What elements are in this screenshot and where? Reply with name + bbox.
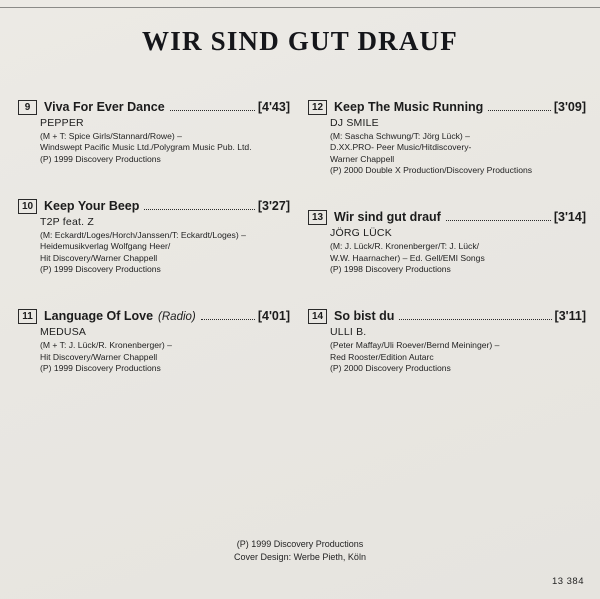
track-duration: [3'09]	[553, 100, 586, 114]
credit-line: (M: Eckardt/Loges/Horch/Janssen/T: Eckardt/Loges) –	[40, 230, 246, 241]
track-title-line	[334, 210, 586, 224]
catalog-number: 13 384	[551, 576, 584, 587]
track-artist: T2P feat. Z	[40, 216, 94, 229]
track-credits	[40, 340, 290, 374]
credit-line: D.XX.PRO- Peer Music/Hitdiscovery-	[330, 142, 472, 153]
tracklist-left-column	[0, 100, 300, 408]
credit-line: Warner Chappell	[330, 153, 395, 164]
track-artist: ULLI B.	[330, 326, 367, 339]
track-header	[18, 199, 290, 215]
credit-line: Heidemusikverlag Wolfgang Heer/	[40, 241, 171, 252]
credit-line: (Peter Maffay/Uli Roever/Bernd Meininger) –	[330, 340, 500, 351]
track-number: 12	[308, 100, 327, 115]
credit-line: (P) 1999 Discovery Productions	[40, 363, 161, 374]
track-artist: DJ SMILE	[330, 117, 379, 129]
track-title: Keep The Music Running	[334, 100, 484, 114]
leader-dots	[399, 310, 551, 320]
credit-line: (P) 1999 Discovery Productions	[40, 153, 161, 164]
track-title: So bist du	[334, 309, 395, 324]
tracklist-columns	[0, 100, 600, 408]
track-entry	[308, 309, 586, 374]
track-number: 14	[308, 309, 327, 324]
track-credits	[40, 131, 290, 165]
track-title-line	[44, 100, 290, 114]
track-entry	[308, 100, 586, 176]
leader-dots	[201, 310, 255, 320]
track-duration: [3'11]	[554, 309, 586, 324]
credit-line: (M + T: Spice Girls/Stannard/Rowe) –	[40, 131, 182, 141]
tracklist-right-column	[300, 100, 600, 408]
track-number: 13	[308, 210, 327, 225]
leader-dots	[488, 101, 551, 111]
footer-cover-design: Cover Design: Werbe Pieth, Köln	[234, 552, 366, 563]
track-number: 9	[18, 100, 37, 115]
credit-line: Red Rooster/Edition Autarc	[330, 351, 434, 362]
track-entry	[18, 309, 290, 374]
track-title: Viva For Ever Dance	[44, 100, 165, 114]
track-number: 10	[18, 199, 37, 214]
track-header	[18, 309, 290, 325]
footer	[0, 538, 600, 564]
track-credits	[330, 340, 586, 374]
track-header	[308, 309, 586, 325]
credit-line: (M: Sascha Schwung/T: Jörg Lück) –	[330, 131, 470, 141]
track-credits	[330, 131, 586, 176]
track-duration: [3'14]	[553, 210, 586, 225]
track-credits	[330, 241, 586, 275]
track-entry	[18, 199, 290, 275]
track-title: Wir sind gut drauf	[334, 210, 441, 225]
track-title: Keep Your Beep	[44, 199, 140, 214]
credit-line: (P) 1998 Discovery Productions	[330, 264, 451, 275]
credit-line: (P) 1999 Discovery Productions	[40, 264, 161, 275]
track-duration: [3'27]	[257, 199, 290, 214]
track-header	[308, 100, 586, 116]
track-title-line	[44, 309, 290, 323]
credit-line: W.W. Haarnacher) – Ed. Gell/EMI Songs	[330, 252, 485, 263]
track-entry	[18, 100, 290, 165]
leader-dots	[446, 211, 551, 221]
credit-line: (P) 2000 Double X Production/Discovery Productions	[330, 165, 533, 176]
credit-line: (M: J. Lück/R. Kronenberger/T: J. Lück/	[330, 241, 480, 252]
track-duration: [4'01]	[257, 309, 290, 324]
track-artist: MEDUSA	[40, 326, 87, 339]
top-divider	[0, 7, 600, 8]
track-title: Language Of Love	[44, 309, 154, 324]
track-number: 11	[18, 309, 37, 324]
credit-line: (P) 2000 Discovery Productions	[330, 363, 451, 374]
leader-dots	[170, 101, 255, 111]
footer-copyright: (P) 1999 Discovery Productions	[236, 539, 364, 549]
track-header	[308, 210, 586, 226]
track-artist: PEPPER	[40, 117, 84, 129]
track-subtitle: (Radio)	[158, 311, 196, 324]
credit-line: Windswept Pacific Music Ltd./Polygram Music Pub. Ltd.	[40, 142, 252, 153]
credit-line: (M + T: J. Lück/R. Kronenberger) –	[40, 340, 172, 351]
track-entry	[308, 210, 586, 275]
track-credits	[40, 230, 290, 275]
credit-line: Hit Discovery/Warner Chappell	[40, 252, 158, 263]
track-title-line	[44, 199, 290, 213]
track-title-line	[334, 309, 586, 323]
track-header	[18, 100, 290, 116]
track-artist: JÖRG LÜCK	[330, 227, 392, 240]
page-title: WIR SIND GUT DRAUF	[142, 26, 458, 56]
track-title-line	[334, 100, 586, 114]
track-duration: [4'43]	[257, 100, 290, 114]
credit-line: Hit Discovery/Warner Chappell	[40, 351, 158, 362]
leader-dots	[144, 200, 254, 210]
